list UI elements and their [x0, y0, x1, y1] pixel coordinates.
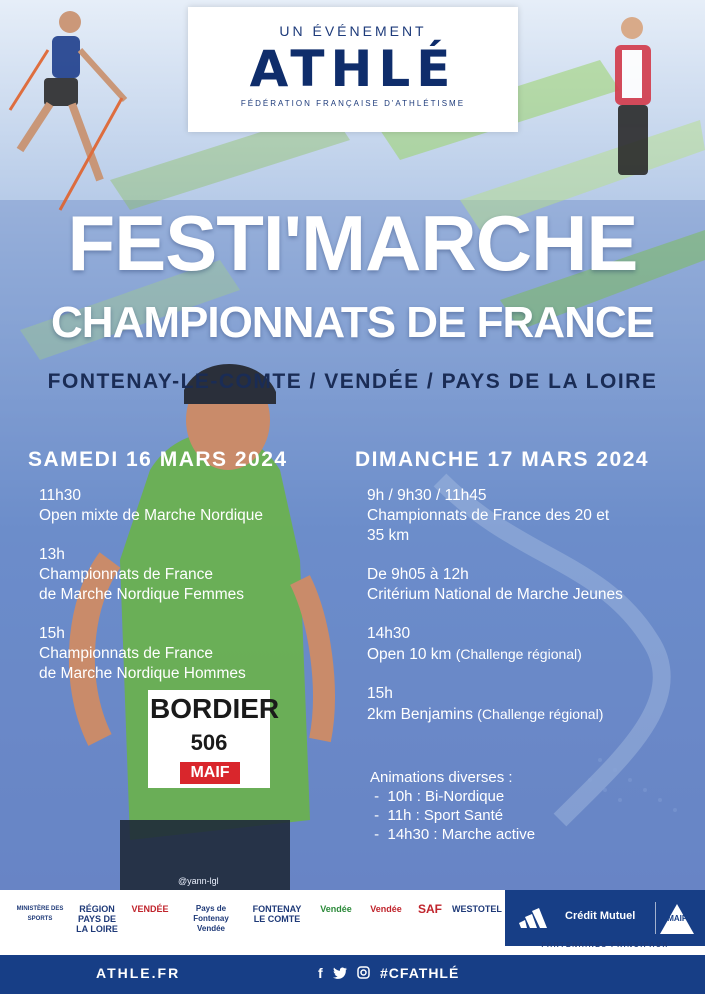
partner-logo: Vendée — [370, 904, 402, 914]
event-label: Championnats de France de Marche Nordique Femmes — [39, 566, 245, 603]
partner-logo: Vendée — [320, 904, 352, 914]
divider — [655, 902, 656, 934]
hashtag[interactable]: #CFATHLÉ — [380, 965, 460, 981]
event-label: Critérium National de Marche Jeunes — [367, 586, 623, 603]
header-subtitle: FÉDÉRATION FRANÇAISE D'ATHLÉTISME — [240, 99, 466, 108]
partner-logo: SAF — [418, 902, 442, 916]
event-location: FONTENAY-LE-COMTE / VENDÉE / PAYS DE LA LOIRE — [47, 370, 658, 393]
sunday-event — [367, 565, 697, 605]
partner-insurer: MAIF — [667, 914, 687, 923]
main-partners — [505, 890, 705, 946]
partner-logo: VENDÉE — [131, 904, 169, 914]
footer-bar — [0, 955, 705, 994]
main-partners-label: PARTENAIRES PRINCIPAUX — [541, 942, 669, 949]
photo-credit: @yann-lgl — [178, 876, 219, 886]
animations-list — [370, 768, 535, 844]
event-label: 2km Benjamins — [367, 706, 473, 723]
saturday-title: SAMEDI 16 MARS 2024 — [28, 448, 288, 471]
event-note: (Challenge régional) — [455, 646, 582, 662]
athle-header — [188, 7, 518, 132]
partner-logo: RÉGION PAYS DE LA LOIRE — [76, 904, 118, 934]
event-label: Championnats de France de Marche Nordique Hommes — [39, 645, 246, 682]
event-time: 15h — [367, 685, 393, 702]
event-time: 15h — [39, 625, 65, 642]
event-time: 9h / 9h30 / 11h45 — [367, 487, 487, 504]
saturday-event — [39, 624, 339, 684]
saturday-event — [39, 486, 339, 526]
event-time: 13h — [39, 546, 65, 563]
bib-number: 506 — [190, 730, 228, 755]
animations-title: Animations diverses : — [370, 769, 513, 786]
website-link[interactable]: ATHLE.FR — [96, 965, 181, 981]
partner-logo: Pays de Fontenay Vendée — [193, 904, 229, 933]
header-kicker: UN ÉVÉNEMENT — [279, 23, 427, 39]
event-label-row — [367, 704, 697, 725]
title-championnats: CHAMPIONNATS DE FRANCE — [51, 298, 654, 347]
event-label: Championnats de France des 20 et 35 km — [367, 507, 610, 544]
twitter-icon[interactable] — [333, 967, 347, 979]
sunday-event — [367, 486, 697, 546]
saturday-event — [39, 545, 339, 605]
sunday-events — [367, 486, 697, 744]
bib-sponsor: MAIF — [180, 762, 240, 784]
partner-logo: MINISTÈRE DES SPORTS — [16, 906, 64, 922]
facebook-icon[interactable]: f — [318, 965, 324, 981]
sunday-event — [367, 684, 697, 725]
athle-logo: ATHLÉ — [249, 40, 457, 98]
sunday-title: DIMANCHE 17 MARS 2024 — [355, 448, 650, 471]
event-time: 14h30 — [367, 625, 411, 642]
partner-bank: Crédit Mutuel — [565, 910, 636, 922]
event-label: Open mixte de Marche Nordique — [39, 507, 264, 524]
event-time: De 9h05 à 12h — [367, 566, 469, 583]
animation-item: - 11h : Sport Santé — [370, 807, 504, 824]
event-note: (Challenge régional) — [477, 706, 604, 722]
event-time: 11h30 — [39, 487, 81, 504]
partner-logo: FONTENAY LE COMTE — [252, 904, 302, 924]
sunday-event — [367, 624, 697, 665]
instagram-icon[interactable] — [357, 966, 370, 979]
social-row — [318, 965, 459, 981]
saturday-events — [39, 486, 339, 703]
animation-item: - 10h : Bi-Nordique — [370, 788, 505, 805]
partner-logo: WESTOTEL — [452, 904, 502, 914]
animation-item: - 14h30 : Marche active — [370, 826, 536, 843]
bib-name: BORDIER — [150, 693, 280, 724]
title-festimarche: FESTI'MARCHE — [67, 199, 638, 287]
event-label-row — [367, 644, 697, 665]
event-label: Open 10 km — [367, 646, 452, 663]
adidas-icon — [519, 906, 553, 928]
